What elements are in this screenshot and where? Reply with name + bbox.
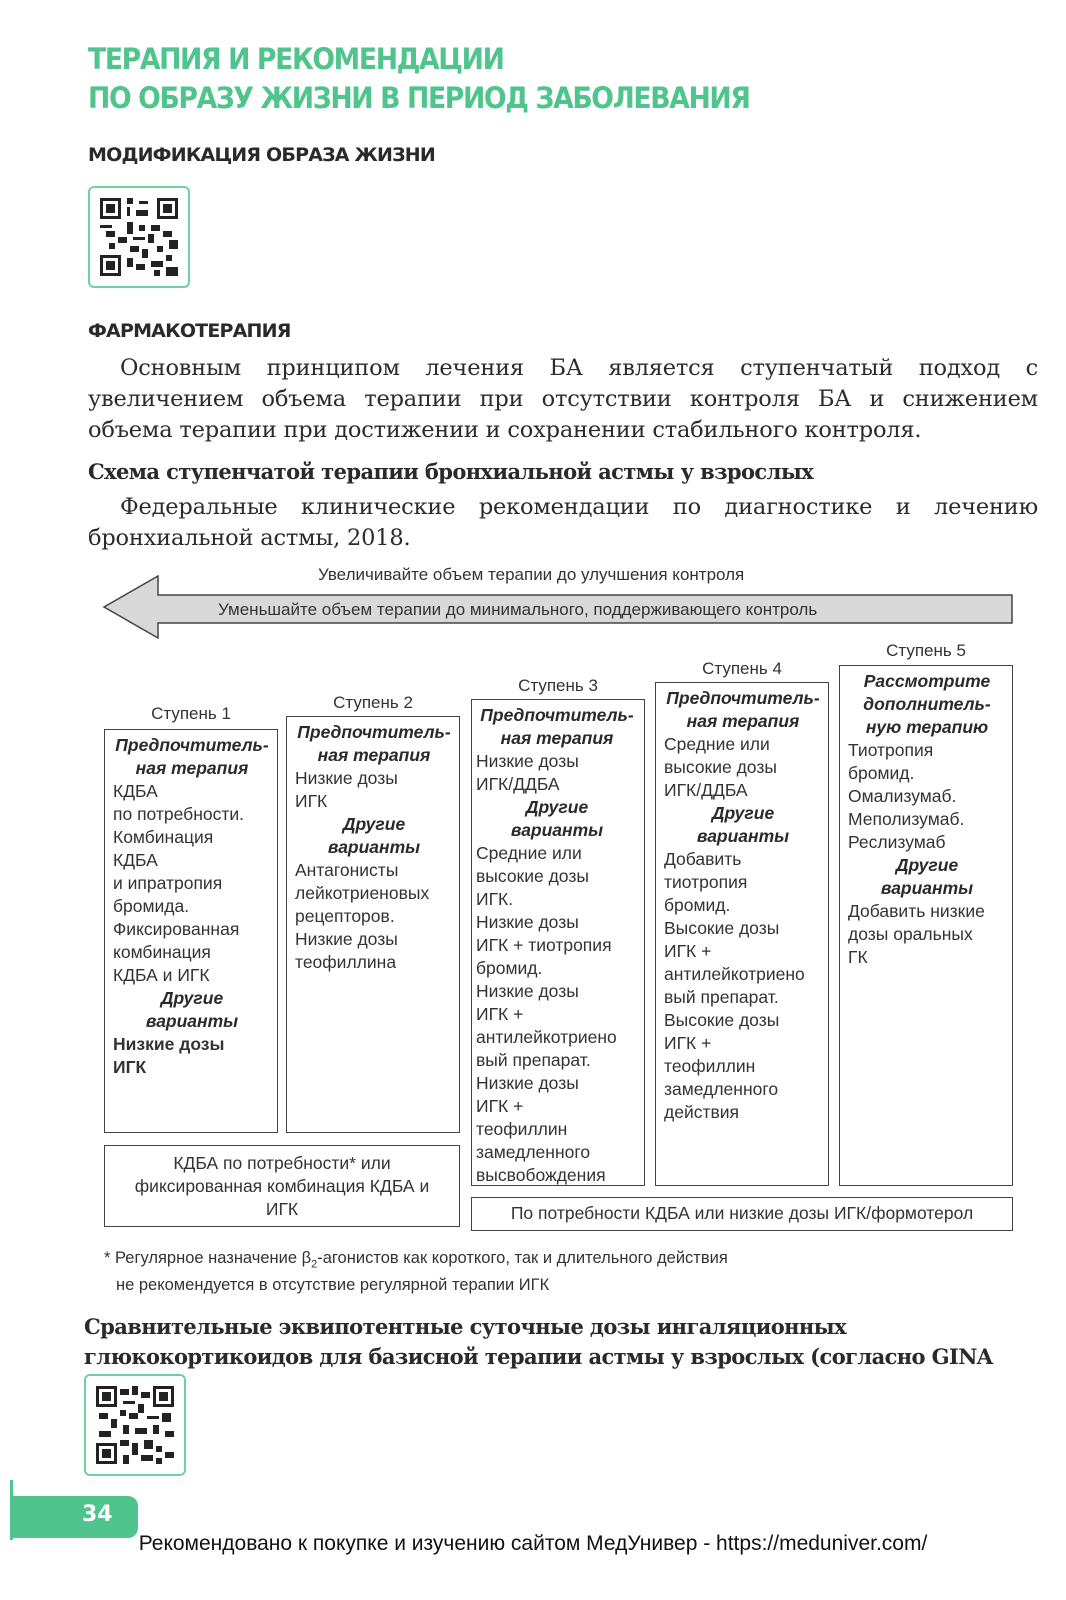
qr-code-icon (100, 198, 178, 276)
step-1-line: комбинация (113, 942, 211, 962)
paragraph-principle: Основным принципом лечения БА является ступенчатый подход с увеличением объема терапии при отсутствии контроля БА и снижением объема терапии при достижении и сохранении стабильного контроля. (88, 355, 1038, 443)
step-4-other-heading: Другие варианты (696, 803, 790, 846)
step-3-line: вый препарат. (476, 1050, 591, 1070)
step-5-line: Меполизумаб. (848, 809, 965, 829)
step-5-line: Реслизумаб (848, 832, 946, 852)
step-3-line: высвобождения (476, 1165, 606, 1185)
reliever-right-box: По потребности КДБА или низкие дозы ИГК/формотерол (471, 1197, 1013, 1231)
watermark-footer: Рекомендовано к покупке и изучению сайтом МедУнивер - https://meduniver.com/ (138, 1532, 928, 1555)
step-5-line: бромид. (848, 763, 915, 783)
step-3-line: Низкие дозы (476, 1073, 579, 1093)
step-2-line: рецепторов. (295, 906, 395, 926)
step-2-line: лейкотриеновых (295, 883, 430, 903)
step-4-line: Высокие дозы (664, 918, 780, 938)
step-1-line: Комбинация (113, 827, 214, 847)
step-2-other-heading: Другие варианты (327, 814, 421, 857)
step-5-line: ГК (848, 947, 868, 967)
step-4-line: вый препарат. (664, 987, 779, 1007)
arrow-increase-label: Увеличивайте объем терапии до улучшения контроля (318, 565, 745, 584)
step-1-box (104, 729, 278, 1133)
arrow-decrease-label: Уменьшайте объем терапии до минимального, поддерживающего контроль (218, 600, 818, 619)
step-5-label: Ступень 5 (886, 641, 966, 660)
step-5-preferred-heading: Рассмотрите дополнитель-ную терапию (863, 671, 991, 737)
step-1-line: КДБА (113, 781, 158, 801)
page-number: 34 (82, 1502, 113, 1527)
step-4-preferred-heading: Предпочтитель-ная терапия (666, 688, 820, 731)
page-title (88, 40, 750, 118)
step-5-other-heading: Другие варианты (880, 855, 974, 898)
step-5-line: Тиотропия (848, 740, 934, 760)
step-4-line: ИГК + (664, 1033, 712, 1053)
step-1-line: КДБА и ИГК (113, 965, 210, 985)
step-1-line: Фиксированная (113, 919, 240, 939)
scheme-heading: Схема ступенчатой терапии бронхиальной астмы у взрослых (88, 459, 814, 484)
step-1-label: Ступень 1 (151, 704, 231, 723)
step-2-line: Низкие дозы (295, 929, 398, 949)
step-5-line: Омализумаб. (848, 786, 957, 806)
step-3-line: Низкие дозы (476, 912, 579, 932)
step-3-line: Низкие дозы (476, 981, 579, 1001)
footnote (104, 1248, 728, 1296)
step-4-line: действия (664, 1102, 740, 1122)
qr-code-lifestyle[interactable] (88, 186, 190, 288)
step-1-preferred-heading: Предпочтитель-ная терапия (115, 735, 269, 778)
step-4-line: Добавить (664, 849, 742, 869)
step-3-box (471, 699, 645, 1186)
step-1-line: и ипратропия (113, 873, 223, 893)
footnote-text: * Регулярное назначение β (104, 1249, 312, 1267)
page-title-line2: ПО ОБРАЗУ ЖИЗНИ В ПЕРИОД ЗАБОЛЕВАНИЯ (88, 81, 750, 115)
step-3-line: антилейкотриено (476, 1027, 617, 1047)
paragraph-source: Федеральные клинические рекомендации по диагностике и лечению бронхиальной астмы, 2018. (88, 494, 1038, 551)
step-1-line: КДБА (113, 850, 158, 870)
step-3-line: высокие дозы (476, 866, 589, 886)
footnote-text: не рекомендуется в отсутствие регулярной терапии ИГК (116, 1276, 550, 1295)
step-3-preferred-heading: Предпочтитель-ная терапия (480, 705, 634, 748)
step-5-line: дозы оральных (848, 924, 973, 944)
step-3-other-heading: Другие варианты (510, 797, 604, 840)
step-3-line: ИГК + (476, 1004, 524, 1024)
reliever-left-box: КДБА по потребности* или фиксированная комбинация КДБА и ИГК (104, 1145, 460, 1227)
step-2-line: Низкие дозы (295, 768, 398, 788)
step-1-line: Низкие дозы (113, 1034, 225, 1054)
step-5-line: Добавить низкие (848, 901, 985, 921)
step-3-line: ИГК/ДДБА (476, 774, 560, 794)
step-4-line: антилейкотриено (664, 964, 805, 984)
step-4-line: Средние или (664, 734, 770, 754)
step-2-preferred-heading: Предпочтитель-ная терапия (297, 722, 451, 765)
step-4-line: ИГК/ДДБА (664, 780, 748, 800)
step-3-line: ИГК + (476, 1096, 524, 1116)
qr-code-icon (96, 1386, 174, 1464)
footnote-text: -агонистов как короткого, так и длительного действия (317, 1249, 728, 1267)
step-4-line: тиотропия (664, 872, 748, 892)
qr-code-comparison[interactable] (84, 1374, 186, 1476)
step-4-line: бромид. (664, 895, 731, 915)
step-3-line: Низкие дозы (476, 751, 579, 771)
step-2-label: Ступень 2 (333, 693, 413, 712)
step-3-line: ИГК. (476, 889, 514, 909)
comparison-heading: Сравнительные эквипотентные суточные дозы ингаляционных глюкокортикоидов для базисной терапии астмы у взрослых (согласно GINA (84, 1314, 993, 1369)
section-lifestyle-heading: МОДИФИКАЦИЯ ОБРАЗА ЖИЗНИ (88, 144, 435, 166)
step-4-line: ИГК + (664, 941, 712, 961)
step-2-line: Антагонисты (295, 860, 399, 880)
step-3-line: Средние или (476, 843, 582, 863)
step-4-line: Высокие дозы (664, 1010, 780, 1030)
step-3-line: ИГК + тиотропия (476, 935, 612, 955)
step-1-line: бромида. (113, 896, 190, 916)
section-pharmacotherapy-heading: ФАРМАКОТЕРАПИЯ (88, 320, 291, 342)
step-4-line: замедленного (664, 1079, 779, 1099)
step-3-label: Ступень 3 (518, 676, 598, 695)
step-2-line: теофиллина (295, 952, 397, 972)
step-1-line: по потребности. (113, 804, 245, 824)
step-3-line: бромид. (476, 958, 543, 978)
step-4-line: высокие дозы (664, 757, 777, 777)
step-1-other-heading: Другие варианты (145, 988, 239, 1031)
step-2-line: ИГК (295, 791, 328, 811)
footnote-subscript: 2 (311, 1258, 318, 1271)
page-title-line1: ТЕРАПИЯ И РЕКОМЕНДАЦИИ (88, 42, 504, 76)
step-3-line: теофиллин (476, 1119, 568, 1139)
step-4-box (655, 682, 829, 1186)
step-2-box (286, 716, 460, 1133)
step-3-line: замедленного (476, 1142, 591, 1162)
step-4-line: теофиллин (664, 1056, 756, 1076)
step-5-box (839, 665, 1013, 1186)
step-4-label: Ступень 4 (702, 659, 782, 678)
step-1-line: ИГК (113, 1057, 147, 1077)
